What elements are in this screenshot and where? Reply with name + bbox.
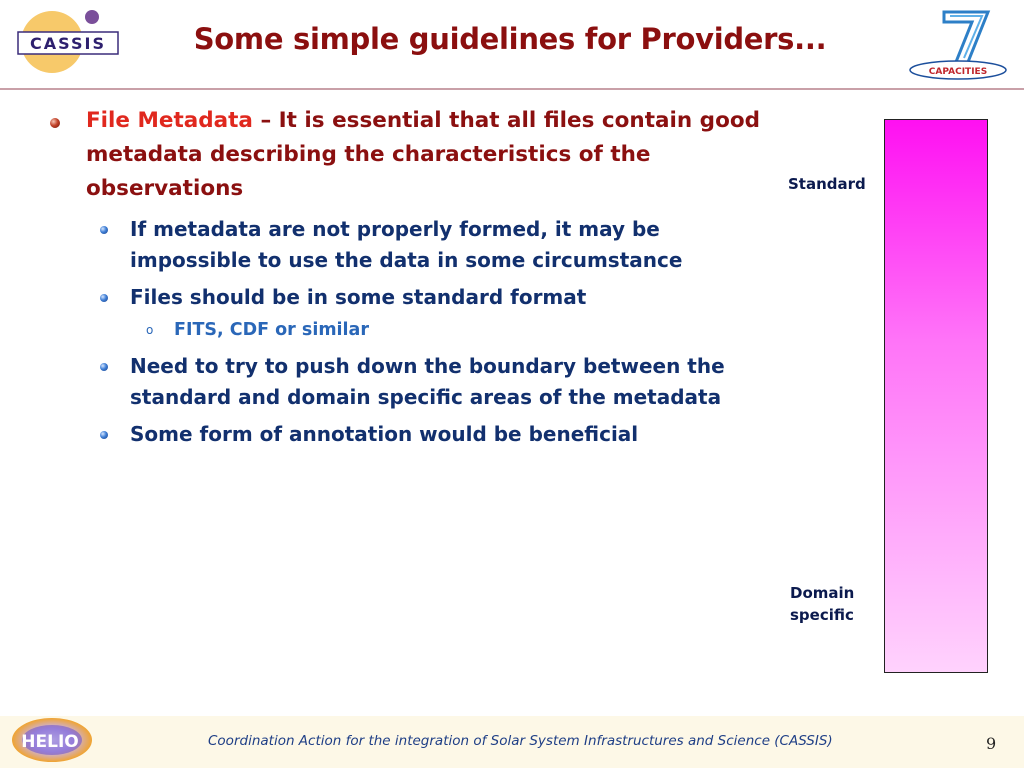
sub-sub-bullet-text: FITS, CDF or similar: [174, 320, 369, 340]
bullet-icon: [100, 294, 108, 302]
bullet-icon: [50, 118, 60, 128]
bullet-icon: [100, 431, 108, 439]
sub-sub-bullet: [48, 315, 768, 345]
sub-bullet-text: Some form of annotation would be beneficial: [130, 422, 639, 446]
svg-text:CAPACITIES: CAPACITIES: [928, 67, 988, 77]
standard-label: Standard: [788, 175, 866, 193]
footer-caption: Coordination Action for the integration of Solar System Infrastructures and Science (CASSIS): [208, 733, 833, 749]
bullet-icon: [100, 226, 108, 234]
standard-to-domain-gradient-bar: [884, 119, 988, 673]
svg-text:HELIO: HELIO: [21, 732, 79, 752]
page-number: 9: [986, 734, 997, 753]
helio-logo: [6, 714, 96, 766]
header-divider: [0, 88, 1024, 90]
sub-bullet-text: Files should be in some standard format: [130, 285, 587, 309]
sub-bullet: [48, 282, 768, 313]
domain-specific-label: Domain specific: [790, 584, 855, 624]
svg-text:CASSIS: CASSIS: [30, 34, 106, 53]
slide-body: [48, 104, 768, 450]
sub-bullet: [48, 351, 768, 413]
ring-bullet-icon: o: [146, 323, 154, 337]
page-title: Some simple guidelines for Providers...: [193, 22, 827, 56]
cassis-logo: [12, 8, 122, 78]
main-bullet: [48, 104, 768, 206]
sub-bullet: [48, 419, 768, 450]
sub-bullet-text: If metadata are not properly formed, it may be impossible to use the data in some circumstance: [130, 217, 683, 272]
sub-bullet-text: Need to try to push down the boundary between the standard and domain specific areas of the metadata: [130, 354, 725, 409]
fp7-capacities-logo: [906, 6, 1010, 82]
key-term: File Metadata: [86, 108, 253, 133]
bullet-icon: [100, 363, 108, 371]
sub-bullet: [48, 214, 768, 276]
main-bullet-text: – It is essential that all files contain good metadata describing the characteristics of the observations: [86, 108, 761, 201]
